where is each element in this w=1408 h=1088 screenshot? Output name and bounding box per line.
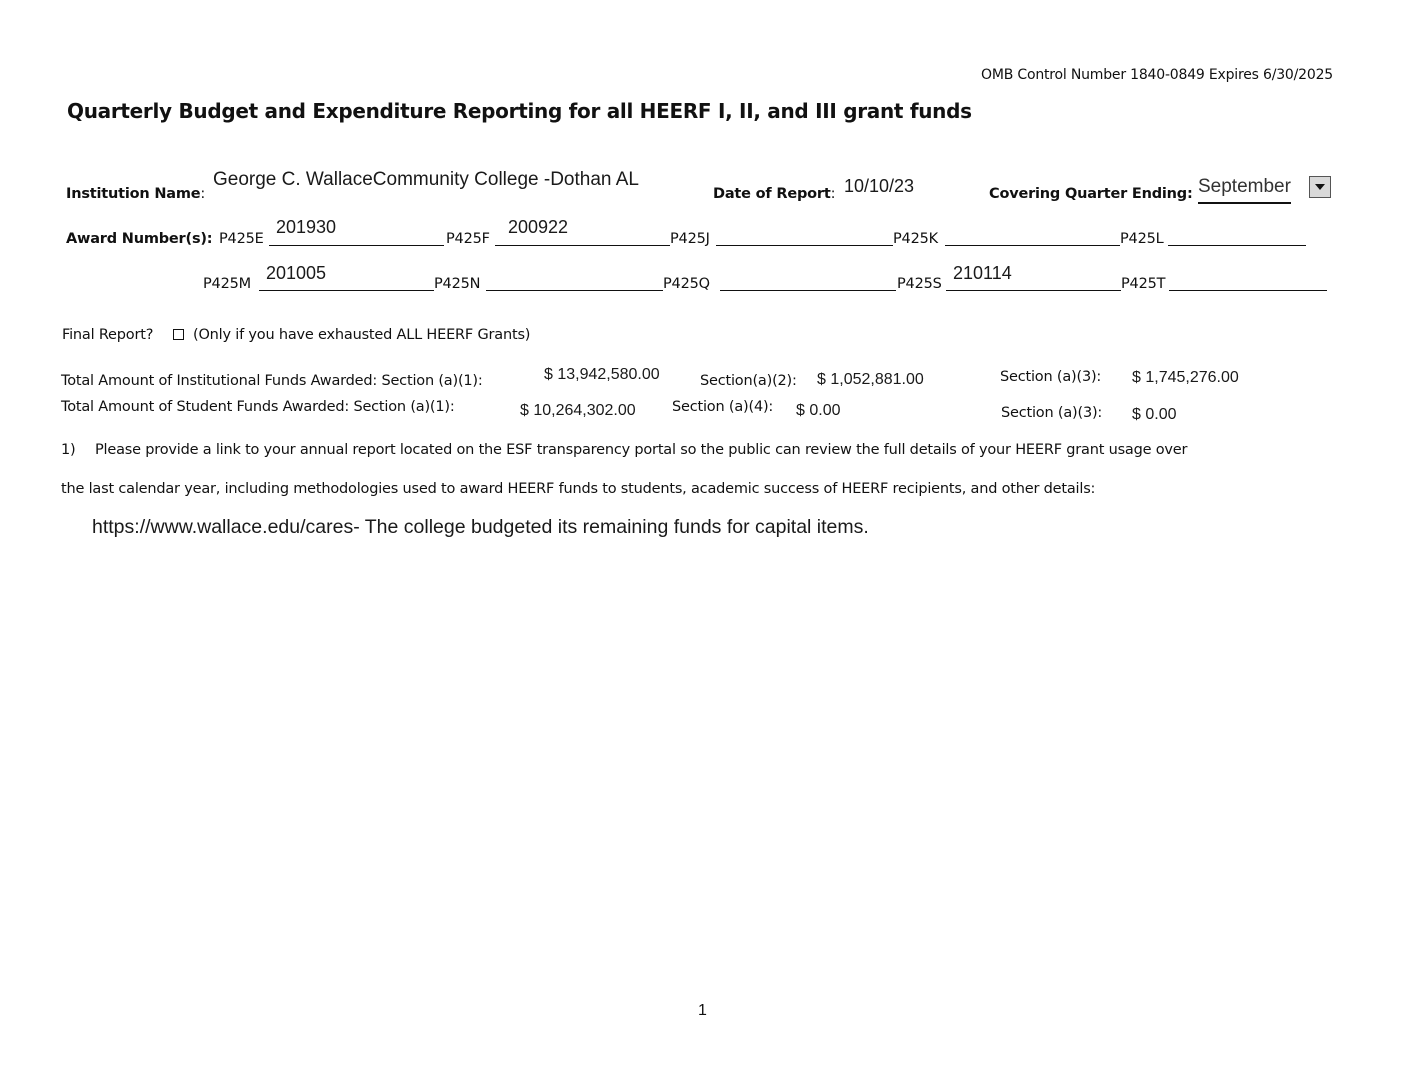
award-field-p425s[interactable]: 210114 xyxy=(953,263,1012,283)
award-line-p425s xyxy=(946,290,1121,291)
award-field-p425m[interactable]: 201005 xyxy=(266,263,327,283)
institutional-a3-label: Section (a)(3): xyxy=(1000,369,1102,385)
final-report-note: (Only if you have exhausted ALL HEERF Grants) xyxy=(193,327,531,343)
page-number: 1 xyxy=(698,1002,707,1019)
question-text-line1: Please provide a link to your annual report located on the ESF transparency portal so the public can review the full details of your HEERF grant usage over xyxy=(95,442,1188,458)
award-code-p425f: P425F xyxy=(446,231,490,247)
award-field-p425f[interactable]: 200922 xyxy=(508,217,569,237)
student-a1-amount[interactable]: $ 10,264,302.00 xyxy=(520,402,636,419)
award-code-p425s: P425S xyxy=(897,276,942,292)
date-of-report-field[interactable]: 10/10/23 xyxy=(844,176,915,196)
award-code-p425l: P425L xyxy=(1120,231,1164,247)
dropdown-arrow-icon[interactable] xyxy=(1309,176,1331,198)
award-numbers-label: Award Number(s): xyxy=(66,231,213,247)
award-line-p425q[interactable] xyxy=(720,290,896,291)
award-line-p425f xyxy=(495,245,670,246)
question-number: 1) xyxy=(61,442,76,458)
institutional-a2-label: Section(a)(2): xyxy=(700,373,797,389)
final-report-question: Final Report? xyxy=(62,327,154,343)
covering-quarter-underline xyxy=(1198,202,1291,204)
award-code-p425n: P425N xyxy=(434,276,481,292)
annual-report-answer-field[interactable]: https://www.wallace.edu/cares- The college budgeted its remaining funds for capital items. xyxy=(92,516,869,538)
award-line-p425n[interactable] xyxy=(486,290,663,291)
award-code-p425q: P425Q xyxy=(663,276,710,292)
award-line-p425t[interactable] xyxy=(1169,290,1327,291)
award-field-p425e[interactable]: 201930 xyxy=(276,217,337,237)
institution-name-field[interactable]: George C. WallaceCommunity College -Dothan AL xyxy=(213,169,639,190)
institutional-a2-amount[interactable]: $ 1,052,881.00 xyxy=(817,371,924,388)
student-a3-label: Section (a)(3): xyxy=(1001,405,1103,421)
covering-quarter-select[interactable]: September xyxy=(1198,176,1291,197)
student-a4-amount[interactable]: $ 0.00 xyxy=(796,402,841,419)
award-code-p425k: P425K xyxy=(893,231,938,247)
institutional-a3-amount[interactable]: $ 1,745,276.00 xyxy=(1132,369,1239,386)
award-line-p425e xyxy=(269,245,444,246)
institutional-funds-label: Total Amount of Institutional Funds Awarded: Section (a)(1): xyxy=(61,373,483,389)
award-line-p425l[interactable] xyxy=(1168,245,1306,246)
student-funds-label: Total Amount of Student Funds Awarded: Section (a)(1): xyxy=(61,399,455,415)
covering-quarter-label: Covering Quarter Ending: xyxy=(989,186,1193,202)
award-code-p425e: P425E xyxy=(219,231,264,247)
award-line-p425j[interactable] xyxy=(716,245,893,246)
award-code-p425t: P425T xyxy=(1121,276,1166,292)
final-report-checkbox[interactable] xyxy=(173,329,184,340)
page-title: Quarterly Budget and Expenditure Reporting for all HEERF I, II, and III grant funds xyxy=(67,99,972,123)
student-a4-label: Section (a)(4): xyxy=(672,399,774,415)
award-line-p425m xyxy=(259,290,434,291)
date-of-report-label: Date of Report: xyxy=(713,186,836,202)
award-code-p425m: P425M xyxy=(203,276,251,292)
student-a3-amount[interactable]: $ 0.00 xyxy=(1132,406,1177,423)
omb-control-number: OMB Control Number 1840-0849 Expires 6/30/2025 xyxy=(981,67,1333,83)
question-text-line2: the last calendar year, including methodologies used to award HEERF funds to students, academic success of HEERF recipients, and other details: xyxy=(61,481,1096,497)
award-line-p425k[interactable] xyxy=(945,245,1120,246)
institution-name-label: Institution Name: xyxy=(66,186,206,202)
institutional-a1-amount[interactable]: $ 13,942,580.00 xyxy=(544,366,660,383)
award-code-p425j: P425J xyxy=(670,231,710,247)
